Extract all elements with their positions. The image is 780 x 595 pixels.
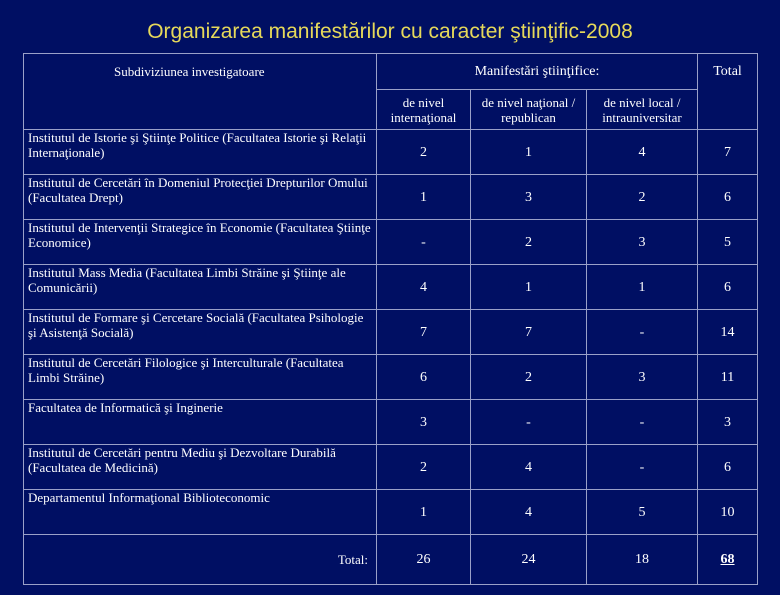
cell-total: 6 [698,175,758,220]
cell-international: 1 [377,175,471,220]
row-name: Institutul de Cercetări pentru Mediu şi Dezvoltare Durabilă (Facultatea de Medicină) [24,445,377,490]
row-name: Institutul de Formare şi Cercetare Socială (Facultatea Psihologie şi Asistenţă Socială) [24,310,377,355]
totals-international: 26 [377,535,471,585]
cell-international: 7 [377,310,471,355]
row-name: Institutul de Cercetări Filologice şi Interculturale (Facultatea Limbi Străine) [24,355,377,400]
page-title: Organizarea manifestărilor cu caracter ştiinţific-2008 [147,20,633,43]
cell-local: 3 [587,220,698,265]
cell-international: - [377,220,471,265]
row-name: Institutul Mass Media (Facultatea Limbi Străine şi Ştiinţe ale Comunicării) [24,265,377,310]
table-row [24,265,758,310]
row-name: Institutul de Intervenţii Strategice în Economie (Facultatea Ştiinţe Economice) [24,220,377,265]
cell-national: - [471,400,587,445]
cell-local: 5 [587,490,698,535]
table-row [24,310,758,355]
cell-international: 4 [377,265,471,310]
cell-international: 3 [377,400,471,445]
header-international: de nivel internaţional [377,90,471,130]
cell-local: - [587,310,698,355]
cell-local: 3 [587,355,698,400]
events-table [23,53,758,585]
cell-international: 2 [377,130,471,175]
header-row [24,54,758,90]
row-name: Facultatea de Informatică şi Inginerie [24,400,377,445]
cell-local: 4 [587,130,698,175]
header-subdiviziune: Subdiviziunea investigatoare [24,54,377,130]
totals-row [24,535,758,585]
table-row [24,355,758,400]
table-row [24,175,758,220]
cell-total: 7 [698,130,758,175]
cell-total: 11 [698,355,758,400]
cell-total: 14 [698,310,758,355]
row-name: Departamentul Informaţional Biblioteconomic [24,490,377,535]
table-row [24,445,758,490]
table-row [24,400,758,445]
cell-local: - [587,445,698,490]
cell-total: 6 [698,445,758,490]
cell-national: 7 [471,310,587,355]
row-name: Institutul de Cercetări în Domeniul Protecţiei Drepturilor Omului (Facultatea Drept) [24,175,377,220]
cell-total: 6 [698,265,758,310]
totals-national: 24 [471,535,587,585]
cell-local: 2 [587,175,698,220]
cell-national: 2 [471,355,587,400]
header-manifestari: Manifestări ştiinţifice: [377,54,698,90]
cell-national: 1 [471,265,587,310]
cell-international: 2 [377,445,471,490]
cell-local: - [587,400,698,445]
cell-national: 4 [471,490,587,535]
cell-local: 1 [587,265,698,310]
table-row [24,130,758,175]
header-total: Total [698,54,758,130]
totals-local: 18 [587,535,698,585]
totals-label: Total: [24,535,377,585]
cell-total: 10 [698,490,758,535]
table-row [24,220,758,265]
totals-grand: 68 [698,535,758,585]
cell-national: 2 [471,220,587,265]
cell-total: 3 [698,400,758,445]
cell-national: 4 [471,445,587,490]
cell-total: 5 [698,220,758,265]
header-national: de nivel naţional / republican [471,90,587,130]
cell-national: 1 [471,130,587,175]
header-local: de nivel local / intrauniversitar [587,90,698,130]
cell-national: 3 [471,175,587,220]
cell-international: 1 [377,490,471,535]
row-name: Institutul de Istorie şi Ştiinţe Politice (Facultatea Istorie şi Relaţii Internaţionale) [24,130,377,175]
table-row [24,490,758,535]
cell-international: 6 [377,355,471,400]
